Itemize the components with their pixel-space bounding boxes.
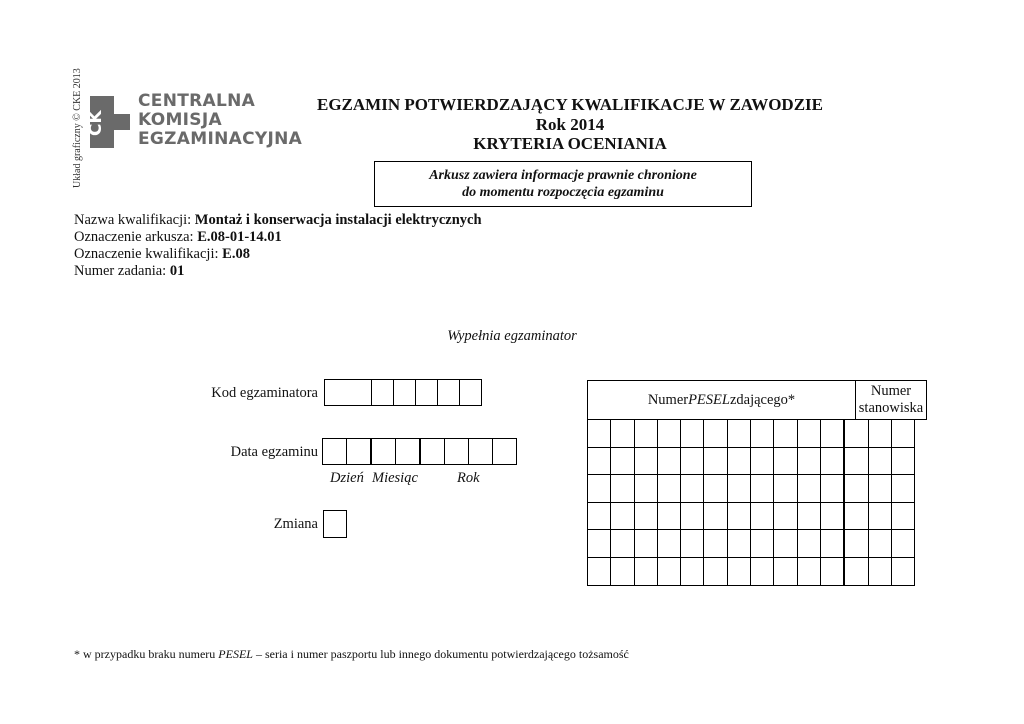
info-row <box>74 263 482 280</box>
code-box[interactable] <box>371 379 394 406</box>
station-cell[interactable] <box>844 530 868 558</box>
info-label: Oznaczenie kwalifikacji: <box>74 246 223 262</box>
pesel-cell[interactable] <box>657 475 680 503</box>
pesel-cell[interactable] <box>588 420 611 448</box>
station-cell[interactable] <box>891 475 914 503</box>
info-row <box>74 212 482 229</box>
filled-by-examiner: Wypełnia egzaminator <box>447 328 577 344</box>
station-cell[interactable] <box>844 557 868 585</box>
pesel-cell[interactable] <box>657 530 680 558</box>
pesel-cell[interactable] <box>681 447 704 475</box>
info-value: E.08 <box>222 246 250 262</box>
pesel-cell[interactable] <box>634 420 657 448</box>
info-label: Nazwa kwalifikacji: <box>74 212 195 228</box>
code-box[interactable] <box>437 379 460 406</box>
pesel-cell[interactable] <box>634 557 657 585</box>
pesel-cell[interactable] <box>820 447 844 475</box>
logo-line-3: EGZAMINACYJNA <box>138 129 303 149</box>
pesel-cell[interactable] <box>820 557 844 585</box>
pesel-cell[interactable] <box>751 557 774 585</box>
cke-logo-icon <box>86 96 130 148</box>
pesel-cell[interactable] <box>704 475 727 503</box>
pesel-cell[interactable] <box>727 530 750 558</box>
info-label: Numer zadania: <box>74 263 170 279</box>
pesel-row <box>588 530 915 558</box>
station-cell[interactable] <box>844 502 868 530</box>
pesel-cell[interactable] <box>611 447 634 475</box>
pesel-cell[interactable] <box>681 475 704 503</box>
pesel-cell[interactable] <box>634 530 657 558</box>
date-month-box[interactable] <box>395 438 420 465</box>
pesel-cell[interactable] <box>704 530 727 558</box>
station-cell[interactable] <box>891 557 914 585</box>
station-cell[interactable] <box>868 557 891 585</box>
exam-year: Rok 2014 <box>535 115 605 134</box>
info-value: E.08-01-14.01 <box>197 229 282 245</box>
station-cell[interactable] <box>891 530 914 558</box>
pesel-cell[interactable] <box>704 420 727 448</box>
pesel-cell[interactable] <box>820 420 844 448</box>
logo-text <box>138 92 302 149</box>
date-month-box[interactable] <box>371 438 396 465</box>
notice-line-2: do momentu rozpoczęcia egzaminu <box>462 185 664 200</box>
pesel-cell[interactable] <box>611 530 634 558</box>
station-cell[interactable] <box>868 475 891 503</box>
pesel-cell[interactable] <box>751 420 774 448</box>
pesel-cell[interactable] <box>681 420 704 448</box>
pesel-cell[interactable] <box>727 420 750 448</box>
pesel-cell[interactable] <box>681 502 704 530</box>
pesel-cell[interactable] <box>820 530 844 558</box>
pesel-cell[interactable] <box>727 557 750 585</box>
station-cell[interactable] <box>868 530 891 558</box>
pesel-cell[interactable] <box>797 420 820 448</box>
station-header-label: Numer stanowiska <box>858 383 924 416</box>
logo-mark-text: CK <box>86 110 106 136</box>
logo-line-1: CENTRALNA <box>138 91 256 111</box>
date-day-box[interactable] <box>346 438 371 465</box>
pesel-cell[interactable] <box>774 420 797 448</box>
pesel-cell[interactable] <box>797 502 820 530</box>
confidential-notice <box>374 161 752 207</box>
notice-line-1: Arkusz zawiera informacje prawnie chronione <box>429 168 697 183</box>
info-value: 01 <box>169 263 185 279</box>
station-cell[interactable] <box>868 420 891 448</box>
date-year-box[interactable] <box>492 438 517 465</box>
code-box[interactable] <box>393 379 416 406</box>
date-year-box[interactable] <box>468 438 493 465</box>
pesel-row <box>588 557 915 585</box>
station-cell[interactable] <box>844 475 868 503</box>
pesel-cell[interactable] <box>588 530 611 558</box>
exam-date-boxes[interactable] <box>323 438 517 465</box>
pesel-cell[interactable] <box>797 475 820 503</box>
pesel-cell[interactable] <box>774 502 797 530</box>
pesel-cell[interactable] <box>751 502 774 530</box>
qualification-info <box>74 212 482 280</box>
change-box[interactable] <box>323 510 347 538</box>
pesel-cell[interactable] <box>657 420 680 448</box>
pesel-cell[interactable] <box>657 557 680 585</box>
info-label: Oznaczenie arkusza: <box>74 229 198 245</box>
pesel-cell[interactable] <box>727 475 750 503</box>
pesel-cell[interactable] <box>727 447 750 475</box>
pesel-cell[interactable] <box>588 502 611 530</box>
pesel-cell[interactable] <box>588 475 611 503</box>
pesel-header-label: Numer PESEL zdającego* <box>588 381 856 419</box>
pesel-cell[interactable] <box>611 502 634 530</box>
examiner-code-boxes[interactable] <box>325 379 482 406</box>
station-cell[interactable] <box>868 447 891 475</box>
station-cell[interactable] <box>844 447 868 475</box>
pesel-cell[interactable] <box>774 475 797 503</box>
pesel-cell[interactable] <box>657 502 680 530</box>
exam-title: EGZAMIN POTWIERDZAJĄCY KWALIFIKACJE W ZAWODZIE <box>317 95 823 114</box>
pesel-cell[interactable] <box>634 447 657 475</box>
pesel-cell[interactable] <box>751 530 774 558</box>
station-cell[interactable] <box>868 502 891 530</box>
pesel-cell[interactable] <box>820 475 844 503</box>
pesel-header <box>587 380 927 420</box>
pesel-row <box>588 502 915 530</box>
code-box[interactable] <box>415 379 438 406</box>
date-day-caption: Dzień <box>330 470 364 486</box>
date-month-caption: Miesiąc <box>372 470 418 486</box>
pesel-cell[interactable] <box>588 557 611 585</box>
pesel-cell[interactable] <box>774 557 797 585</box>
pesel-cell[interactable] <box>657 447 680 475</box>
exam-date-label: Data egzaminu <box>230 444 318 460</box>
date-year-caption: Rok <box>457 470 480 486</box>
pesel-cell[interactable] <box>751 475 774 503</box>
code-box[interactable] <box>324 379 372 406</box>
info-row <box>74 246 482 263</box>
examiner-code-label: Kod egzaminatora <box>211 385 318 401</box>
pesel-row <box>588 475 915 503</box>
info-row <box>74 229 482 246</box>
code-box[interactable] <box>459 379 482 406</box>
pesel-cell[interactable] <box>611 557 634 585</box>
pesel-cell[interactable] <box>774 447 797 475</box>
pesel-cell[interactable] <box>611 420 634 448</box>
change-label: Zmiana <box>273 516 318 532</box>
pesel-cell[interactable] <box>797 447 820 475</box>
pesel-cell[interactable] <box>681 557 704 585</box>
pesel-cell[interactable] <box>774 530 797 558</box>
pesel-cell[interactable] <box>634 475 657 503</box>
footnote: * w przypadku braku numeru PESEL – seria i numer paszportu lub innego dokumentu potwierdzającego tożsamość <box>74 647 629 661</box>
pesel-row <box>588 447 915 475</box>
station-cell[interactable] <box>891 502 914 530</box>
station-cell[interactable] <box>891 420 914 448</box>
pesel-cell[interactable] <box>681 530 704 558</box>
station-cell[interactable] <box>891 447 914 475</box>
exam-subtitle: KRYTERIA OCENIANIA <box>473 134 667 153</box>
logo-line-2: KOMISJA <box>138 110 222 130</box>
pesel-row <box>588 420 915 448</box>
pesel-cell[interactable] <box>588 447 611 475</box>
station-cell[interactable] <box>844 420 868 448</box>
pesel-cell[interactable] <box>704 447 727 475</box>
date-year-box[interactable] <box>444 438 469 465</box>
pesel-cell[interactable] <box>797 530 820 558</box>
layout-credit: Układ graficzny © CKE 2013 <box>72 68 83 188</box>
pesel-cell[interactable] <box>611 475 634 503</box>
date-day-box[interactable] <box>322 438 347 465</box>
pesel-cell[interactable] <box>751 447 774 475</box>
pesel-grid[interactable] <box>587 419 915 586</box>
pesel-cell[interactable] <box>797 557 820 585</box>
pesel-cell[interactable] <box>704 557 727 585</box>
info-value: Montaż i konserwacja instalacji elektrycznych <box>194 212 482 228</box>
date-year-box[interactable] <box>420 438 445 465</box>
pesel-cell[interactable] <box>727 502 750 530</box>
pesel-cell[interactable] <box>634 502 657 530</box>
pesel-cell[interactable] <box>704 502 727 530</box>
pesel-cell[interactable] <box>820 502 844 530</box>
